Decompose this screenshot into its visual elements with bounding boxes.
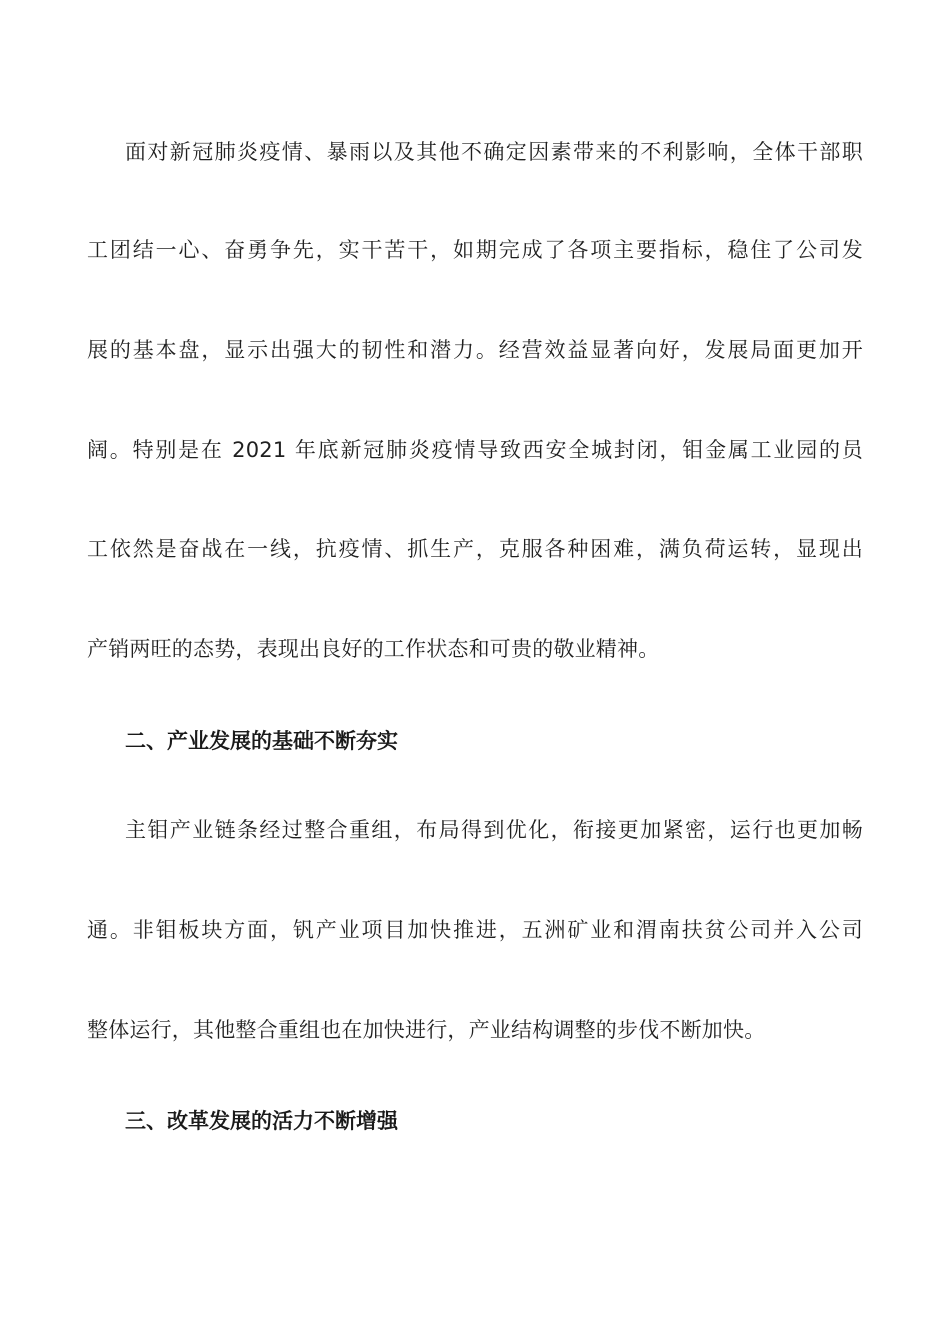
paragraph-line: 阔。特别是在 2021 年底新冠肺炎疫情导致西安全城封闭，钼金属工业园的员 <box>87 438 863 462</box>
paragraph-line: 工依然是奋战在一线，抗疫情、抓生产，克服各种困难，满负荷运转，显现出 <box>87 537 863 561</box>
paragraph-line: 工团结一心、奋勇争先，实干苦干，如期完成了各项主要指标，稳住了公司发 <box>87 238 863 262</box>
paragraph-line: 展的基本盘，显示出强大的韧性和潜力。经营效益显著向好，发展局面更加开 <box>87 338 863 362</box>
paragraph-line: 通。非钼板块方面，钒产业项目加快推进，五洲矿业和渭南扶贫公司并入公司 <box>87 918 863 942</box>
paragraph-line: 产销两旺的态势，表现出良好的工作状态和可贵的敬业精神。 <box>87 637 660 661</box>
paragraph-line: 面对新冠肺炎疫情、暴雨以及其他不确定因素带来的不利影响，全体干部职 <box>125 140 863 164</box>
paragraph-line: 整体运行，其他整合重组也在加快进行，产业结构调整的步伐不断加快。 <box>87 1018 766 1042</box>
paragraph-line: 主钼产业链条经过整合重组，布局得到优化，衔接更加紧密，运行也更加畅 <box>125 818 863 842</box>
section-heading-3: 三、改革发展的活力不断增强 <box>125 1109 398 1133</box>
section-heading-2: 二、产业发展的基础不断夯实 <box>125 729 398 753</box>
